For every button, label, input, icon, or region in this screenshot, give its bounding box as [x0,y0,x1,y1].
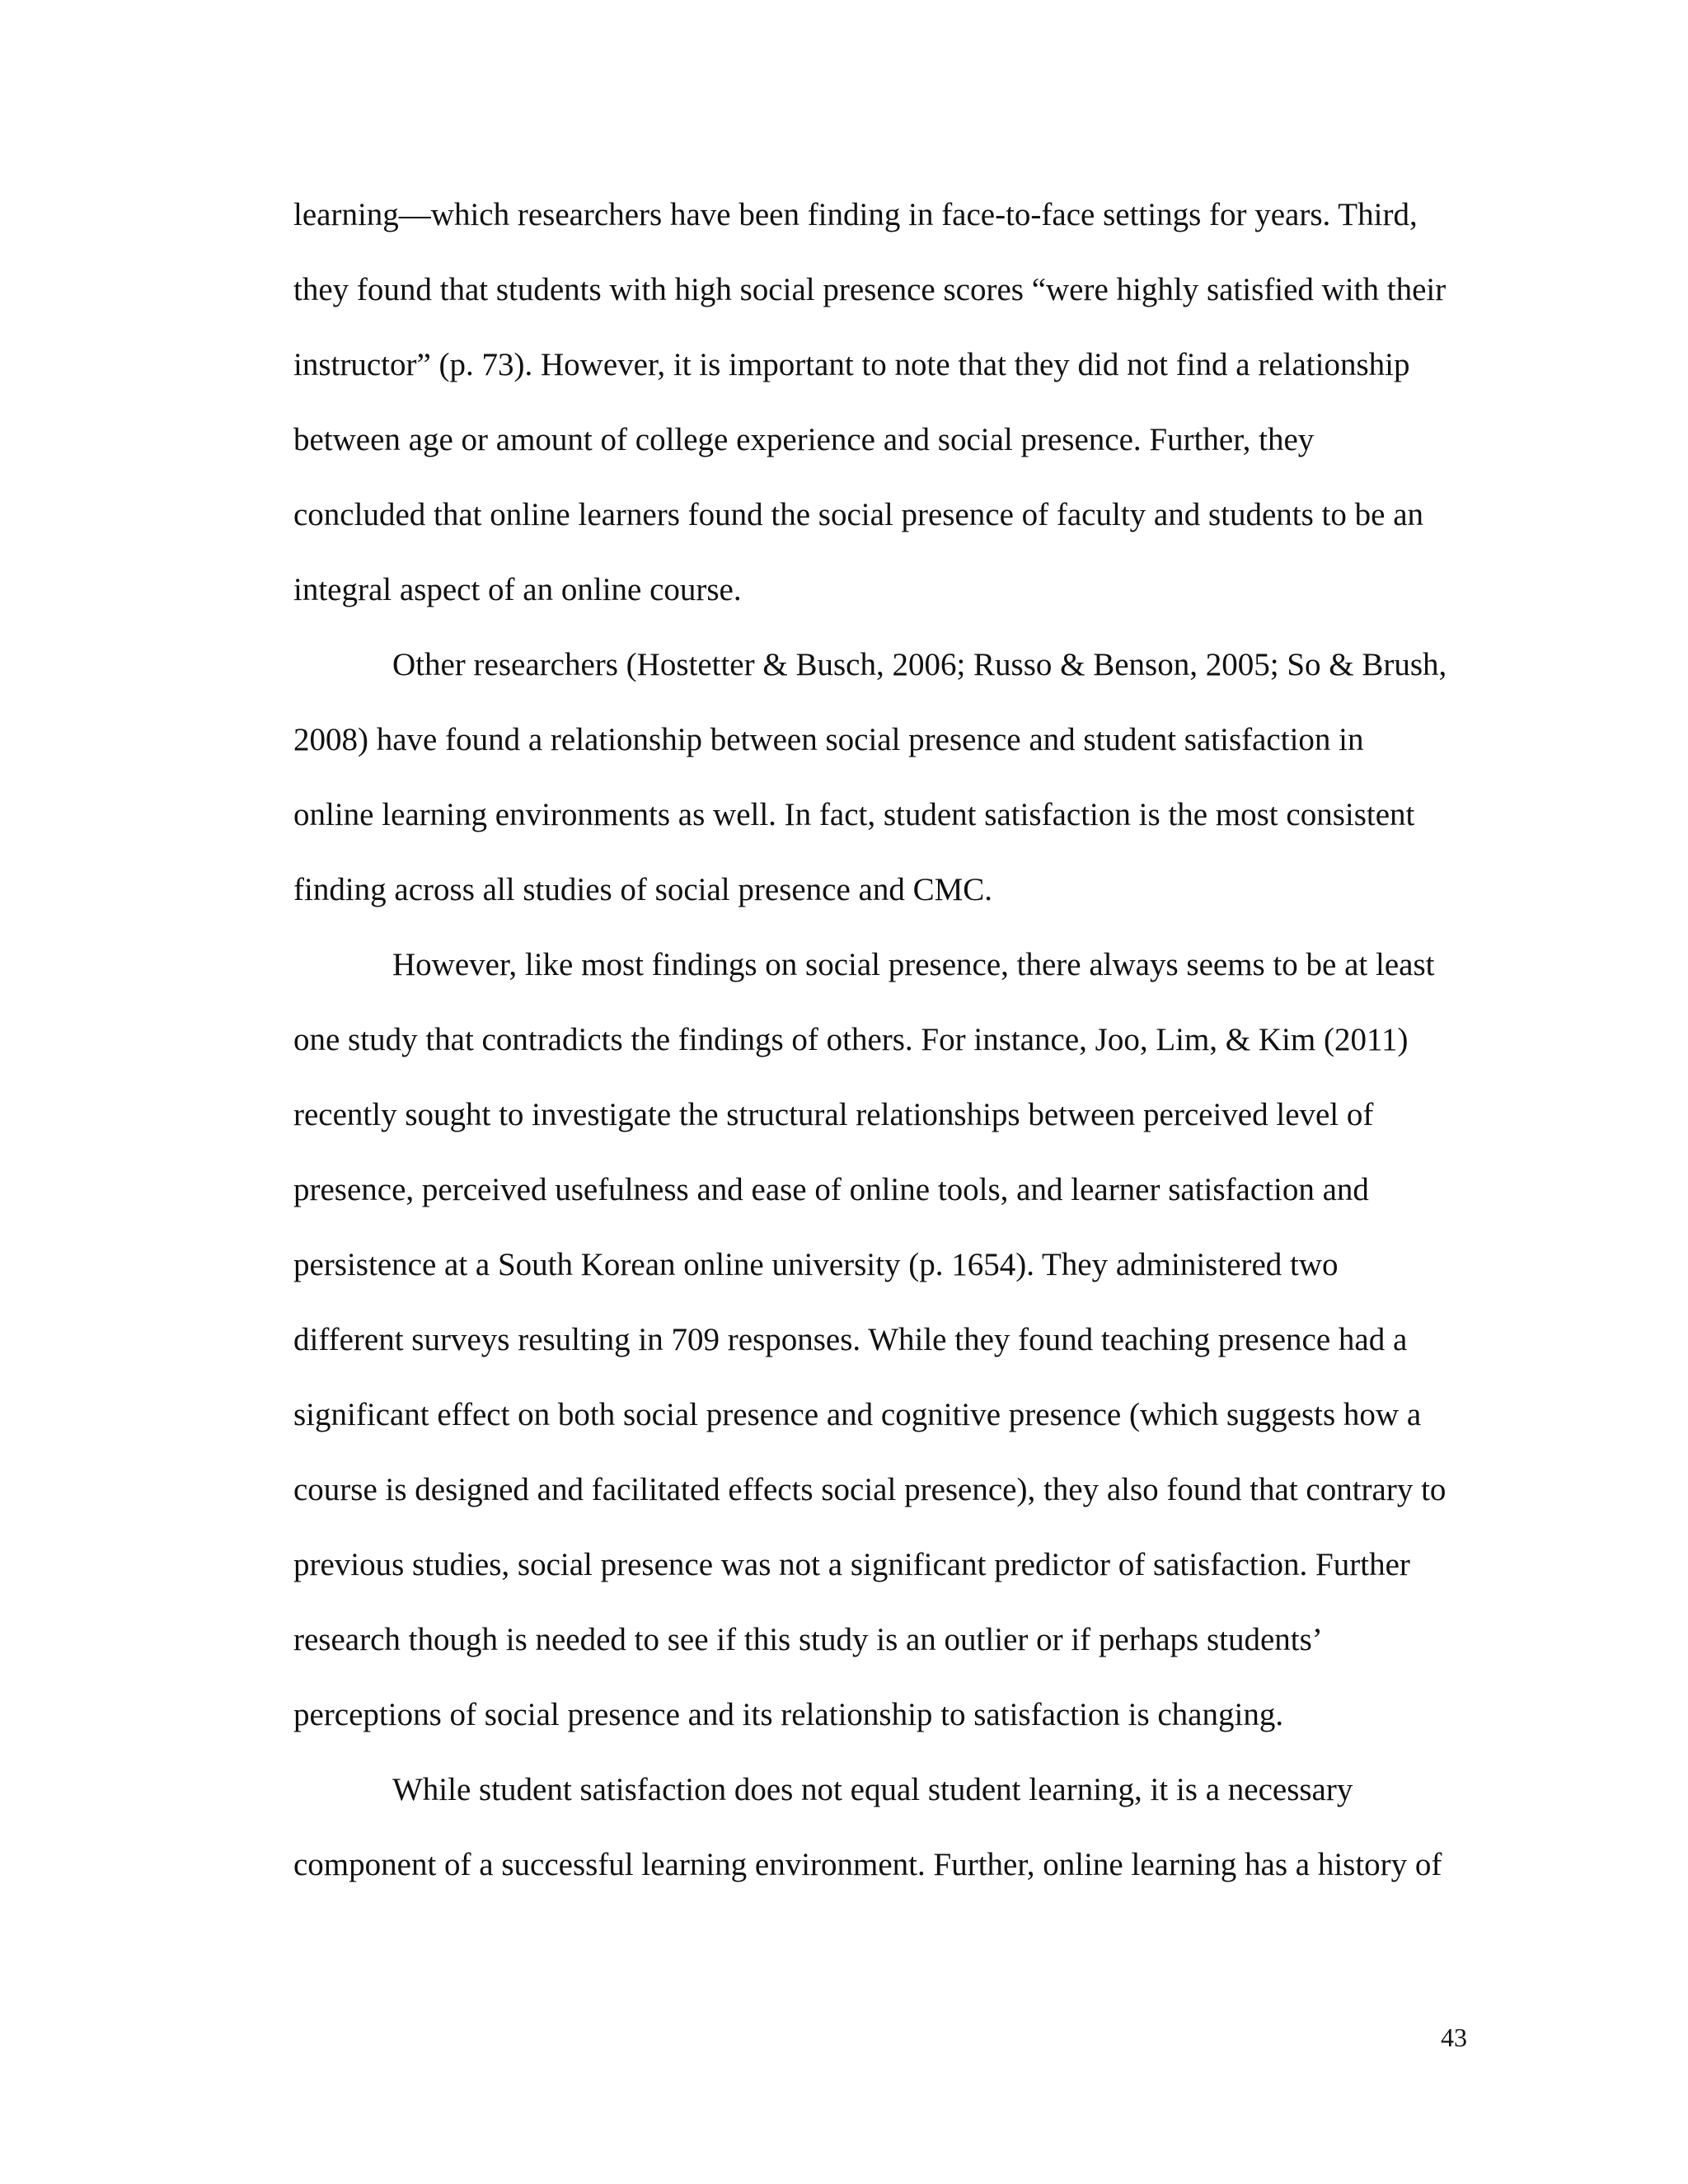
text-line: learning—which researchers have been finding in face-to-face settings for years. Third, [293,197,1418,232]
text-line: online learning environments as well. In fact, student satisfaction is the most consistent [293,797,1415,832]
page-number: 43 [1441,2022,1467,2052]
text-line: significant effect on both social presence and cognitive presence (which suggests how a [293,1397,1422,1432]
text-line: research though is needed to see if this study is an outlier or if perhaps students’ [293,1622,1323,1657]
text-line: finding across all studies of social presence and CMC. [293,872,993,907]
text-line: one study that contradicts the findings of others. For instance, Joo, Lim, & Kim (2011) [293,1022,1409,1057]
text-line: 2008) have found a relationship between social presence and student satisfaction in [293,722,1364,757]
text-line: instructor” (p. 73). However, it is important to note that they did not find a relationship [293,347,1410,382]
text-line: presence, perceived usefulness and ease of online tools, and learner satisfaction and [293,1172,1369,1207]
paragraph-first-line: However, like most findings on social presence, there always seems to be at least [392,947,1435,982]
paragraph-first-line: While student satisfaction does not equal student learning, it is a necessary [392,1772,1353,1807]
text-line: integral aspect of an online course. [293,572,742,607]
text-line: concluded that online learners found the social presence of faculty and students to be an [293,497,1424,532]
text-line: between age or amount of college experience and social presence. Further, they [293,422,1315,457]
text-line: recently sought to investigate the structural relationships between perceived level of [293,1097,1374,1132]
text-line: different surveys resulting in 709 responses. While they found teaching presence had a [293,1322,1408,1357]
text-line: perceptions of social presence and its relationship to satisfaction is changing. [293,1697,1284,1732]
text-line: component of a successful learning environment. Further, online learning has a history of [293,1847,1442,1882]
text-line: course is designed and facilitated effects social presence), they also found that contrary to [293,1472,1447,1507]
text-line: persistence at a South Korean online university (p. 1654). They administered two [293,1247,1339,1282]
text-line: they found that students with high social presence scores “were highly satisfied with their [293,272,1447,307]
paragraph-first-line: Other researchers (Hostetter & Busch, 2006; Russo & Benson, 2005; So & Brush, [392,647,1447,682]
text-line: previous studies, social presence was not a significant predictor of satisfaction. Further [293,1547,1410,1582]
